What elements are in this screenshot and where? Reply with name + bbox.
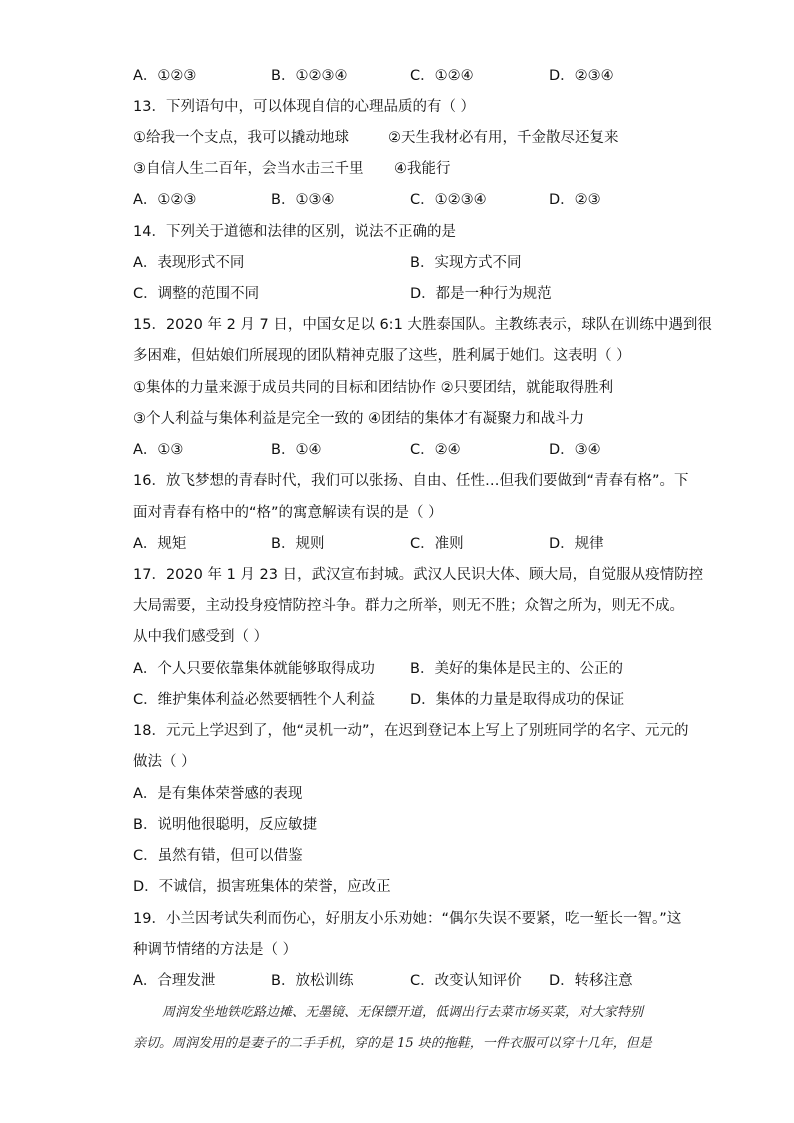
q19-option-c: C．改变认知评价 <box>410 973 522 989</box>
q18-stem-line2: 做法（ ） <box>133 754 196 770</box>
q13-stem: 13．下列语句中，可以体现自信的心理品质的有（ ） <box>133 99 476 115</box>
q19-option-d: D．转移注意 <box>549 973 633 989</box>
q14-stem: 14．下列关于道德和法律的区别，说法不正确的是 <box>133 224 456 240</box>
q12-option-d: D．②③④ <box>549 68 614 84</box>
q12-option-a: A．①②③ <box>133 68 197 84</box>
q18-option-a: A．是有集体荣誉感的表现 <box>133 786 303 802</box>
q12-option-b: B．①②③④ <box>271 68 348 84</box>
q13-statement-3: ③自信人生二百年，会当水击三千里 <box>133 161 364 177</box>
q16-stem-line2: 面对青春有格中的“格”的寓意解读有误的是（ ） <box>133 505 443 521</box>
q13-statement-2: ②天生我材必有用，千金散尽还复来 <box>388 130 619 146</box>
q17-stem-line1: 17．2020 年 1 月 23 日，武汉宣布封城。武汉人民识大体、顾大局，自觉服从疫情防控 <box>133 567 704 583</box>
q13-option-a: A．①②③ <box>133 192 197 208</box>
q16-option-b: B．规则 <box>271 536 325 552</box>
q16-stem-line1: 16．放飞梦想的青春时代，我们可以张扬、自由、任性…但我们要做到“青春有格”。下 <box>133 473 689 489</box>
q13-option-d: D．②③ <box>549 192 601 208</box>
q14-option-a: A．表现形式不同 <box>133 255 245 271</box>
q15-statements-3-4: ③个人利益与集体利益是完全一致的 ④团结的集体才有凝聚力和战斗力 <box>133 411 585 427</box>
q19-option-b: B．放松训练 <box>271 973 354 989</box>
q16-option-c: C．准则 <box>410 536 464 552</box>
q15-option-a: A．①③ <box>133 442 184 458</box>
q14-option-d: D．都是一种行为规范 <box>410 286 552 302</box>
q17-option-c: C．维护集体利益必然要牺牲个人利益 <box>133 692 376 708</box>
passage-line1: 周润发坐地铁吃路边摊、无墨镜、无保镖开道，低调出行去菜市场买菜，对大家特别 <box>162 1005 644 1020</box>
q18-option-c: C．虽然有错，但可以借鉴 <box>133 848 303 864</box>
q13-statement-4: ④我能行 <box>394 161 451 177</box>
q13-option-b: B．①③④ <box>271 192 335 208</box>
q19-stem-line2: 种调节情绪的方法是（ ） <box>133 942 298 958</box>
q13-option-c: C．①②③④ <box>410 192 487 208</box>
q17-option-a: A．个人只要依靠集体就能够取得成功 <box>133 661 375 677</box>
q16-option-a: A．规矩 <box>133 536 187 552</box>
q15-stem-line1: 15．2020 年 2 月 7 日，中国女足以 6:1 大胜泰国队。主教练表示，球队在训练中遇到很 <box>133 317 712 333</box>
q14-option-c: C．调整的范围不同 <box>133 286 260 302</box>
q18-option-b: B．说明他很聪明，反应敏捷 <box>133 817 317 833</box>
q16-option-d: D．规律 <box>549 536 604 552</box>
q15-statements-1-2: ①集体的力量来源于成员共同的目标和团结协作 ②只要团结，就能取得胜利 <box>133 380 614 396</box>
q18-stem-line1: 18．元元上学迟到了，他“灵机一动”，在迟到登记本上写上了别班同学的名字、元元的 <box>133 723 689 739</box>
q15-stem-line2: 多困难，但姑娘们所展现的团队精神克服了这些，胜利属于她们。这表明（ ） <box>133 348 631 364</box>
q17-option-b: B．美好的集体是民主的、公正的 <box>410 661 623 677</box>
q17-stem-line3: 从中我们感受到（ ） <box>133 629 269 645</box>
q15-option-c: C．②④ <box>410 442 461 458</box>
passage-line2: 亲切。周润发用的是妻子的二手手机，穿的是 15 块的拖鞋，一件衣服可以穿十几年，但是 <box>133 1036 652 1051</box>
q14-option-b: B．实现方式不同 <box>410 255 522 271</box>
q15-option-b: B．①④ <box>271 442 322 458</box>
q12-option-c: C．①②④ <box>410 68 474 84</box>
q17-stem-line2: 大局需要，主动投身疫情防控斗争。群力之所举，则无不胜；众智之所为，则无不成。 <box>133 598 684 614</box>
q18-option-d: D．不诚信，损害班集体的荣誉，应改正 <box>133 879 391 895</box>
q15-option-d: D．③④ <box>549 442 601 458</box>
q19-option-a: A．合理发泄 <box>133 973 216 989</box>
q17-option-d: D．集体的力量是取得成功的保证 <box>410 692 625 708</box>
q13-statement-1: ①给我一个支点，我可以撬动地球 <box>133 130 349 146</box>
q19-stem-line1: 19．小兰因考试失利而伤心，好朋友小乐劝她：“偶尔失误不要紧，吃一堑长一智。”这 <box>133 911 682 927</box>
